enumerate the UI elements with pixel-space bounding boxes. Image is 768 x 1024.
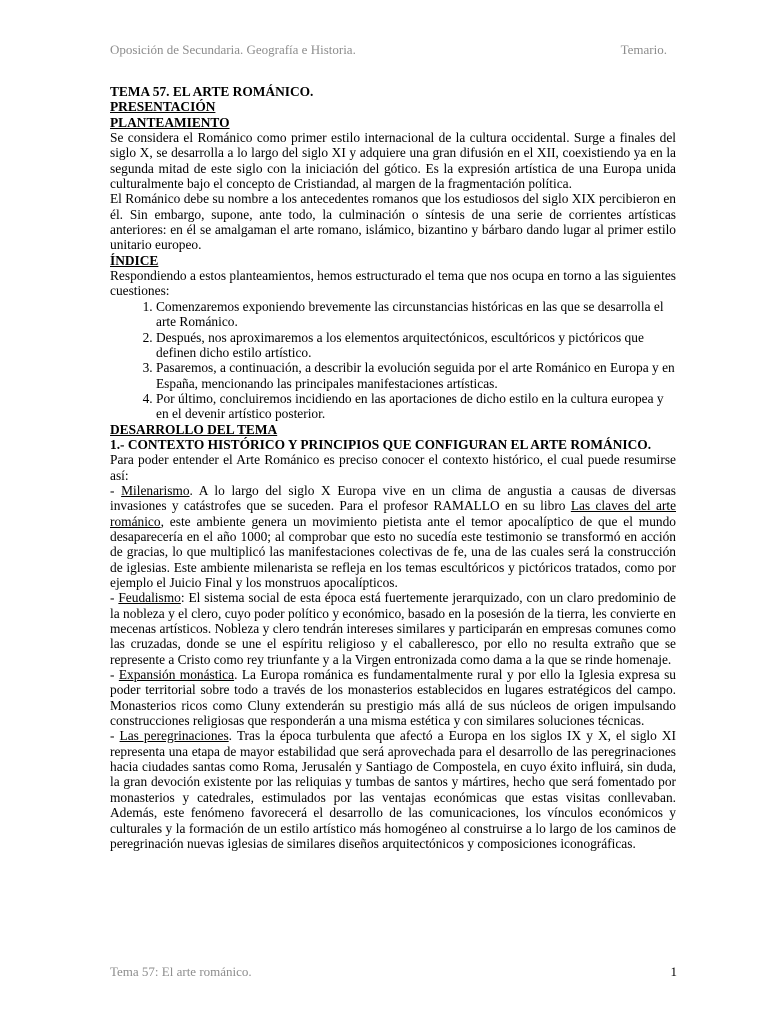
planteamiento-heading: PLANTEAMIENTO [110,114,230,130]
book-title: Las claves del arte románico [110,498,677,529]
planteamiento-paragraph-2: El Románico debe su nombre a los antecedentes romanos que los estudiosos del siglo XIX percibieron en él. Sin embargo, supone, ante todo, la culminación o síntesis de una serie de corrientes artísticas anteriores: en él se amalgaman el arte romano, islámico, bizantino y bárbaro dando lugar al primer estilo unitario europeo. [110,191,676,253]
header-left: Oposición de Secundaria. Geografía e Historia. [110,42,356,57]
planteamiento-paragraph-1: Se considera el Románico como primer estilo internacional de la cultura occidental. Surge a finales del siglo X, se desarrolla a lo largo del siglo XI y adquiere una gran difusión en el XII, coexistiendo ya en la segunda mitad de este siglo con la iniciación del gótico. Es la expresión artística de una Europa unida culturalmente bajo el concepto de Cristiandad, al margen de la fragmentación política. [110,130,676,192]
feudalismo-text: : El sistema social de esta época está fuertemente jerarquizado, con un claro predominio de la nobleza y el clero, cuyo poder político y económico, basado en la posesión de la tierra, les convierte en mecenas artísticos. Nobleza y clero tendrán intereses similares y participarán en empresas comunes como las cruzadas, donde se une el espíritu religioso y el caballeresco, por ello no resulta extraño que se represente a Cristo como rey triunfante y a la Virgen entronizada como dama a la que se rinde homenaje. [110,590,676,667]
indice-list [110,299,676,422]
presentation-heading: PRESENTACIÓN [110,99,216,115]
indice-intro: Respondiendo a estos planteamientos, hemos estructurado el tema que nos ocupa en torno a las siguientes cuestiones: [110,268,676,299]
header-right: Temario. [620,42,667,57]
peregrinaciones-term: Las peregrinaciones [119,728,229,744]
peregrinaciones-text: . Tras la época turbulenta que afectó a Europa en los siglos IX y X, el siglo XI representa una etapa de mayor estabilidad que será aprovechada para el desarrollo de las peregrinaciones hacia ciudades santas como Roma, Jerusalén y Santiago de Compostela, en cuyo éxito influirá, sin duda, la gran devoción existente por las reliquias y tumbas de santos y mártires, hecho que será fomentado por monasterios y catedrales, estimulados por las ventajas económicas que estas visitas conllevaban. Además, este fenómeno favorecerá el desarrollo de las comunicaciones, los vínculos económicos y culturales y la formación de un estilo artístico más homogéneo al construirse a lo largo de los caminos de peregrinación nuevas iglesias de similares diseños arquitectónicos y composiciones iconográficas. [110,728,676,851]
expansion-paragraph [110,667,676,728]
milenarismo-term: Milenarismo [121,482,190,498]
peregrinaciones-paragraph [110,728,676,851]
feudalismo-paragraph [110,590,676,667]
milenarismo-text-a: . A lo largo del siglo X Europa vive en un clima de angustia a causas de diversas invasiones y catástrofes que se suceden. Para el profesor RAMALLO en su libro [110,482,676,514]
page-header [110,42,667,58]
page-footer [110,964,677,980]
document-title: TEMA 57. EL ARTE ROMÁNICO. [110,84,314,99]
milenarismo-paragraph [110,483,676,590]
indice-item: 4. Por último, concluiremos incidiendo en las aportaciones de dicho estilo en la cultura europea y en el devenir artístico posterior. [156,391,676,422]
indice-item: 2. Después, nos aproximaremos a los elementos arquitectónicos, escultóricos y pictóricos que definen dicho estilo artístico. [156,330,676,361]
bullet-dash: - [110,667,119,683]
expansion-text: . La Europa románica es fundamentalmente rural y por ello la Iglesia expresa su poder territorial sobre todo a través de los monasterios establecidos en lugares estratégicos del campo. Monasterios ricos como Cluny extenderán su prestigio más allá de sus núcleos de origen impulsando construcciones religiosas que responderán a una misma estética y con similares soluciones técnicas. [110,667,676,729]
bullet-dash: - [110,482,122,498]
indice-item: 1. Comenzaremos exponiendo brevemente las circunstancias históricas en las que se desarrolla el arte Románico. [156,299,676,330]
indice-heading: ÍNDICE [110,252,159,268]
footer-left: Tema 57: El arte románico. [110,964,252,979]
desarrollo-heading: DESARROLLO DEL TEMA [110,421,278,437]
bullet-dash: - [110,728,120,744]
bullet-dash: - [110,590,119,606]
indice-item: 3. Pasaremos, a continuación, a describir la evolución seguida por el arte Románico en Europa y en España, mencionando las principales manifestaciones artísticas. [156,360,676,391]
section-1-intro: Para poder entender el Arte Románico es preciso conocer el contexto histórico, el cual puede resumirse así: [110,452,676,483]
section-1-heading: 1.- CONTEXTO HISTÓRICO Y PRINCIPIOS QUE CONFIGURAN EL ARTE ROMÁNICO. [110,436,652,452]
milenarismo-text-b: , este ambiente genera un movimiento pietista ante el temor apocalíptico de que el mundo desaparecería en el año 1000; al comprobar que esto no sucedía este testimonio se transformó en acción de gracias, lo que multiplicó las manifestaciones colectivas de fe, una de las cuales será la construcción de iglesias. Este ambiente milenarista se refleja en los temas escultóricos y pictóricos tratados, como por ejemplo el Juicio Final y los monstruos apocalípticos. [110,513,676,590]
page-number: 1 [670,964,677,979]
expansion-term: Expansión monástica [118,667,235,683]
document-body [110,84,676,851]
feudalismo-term: Feudalismo [118,590,181,606]
